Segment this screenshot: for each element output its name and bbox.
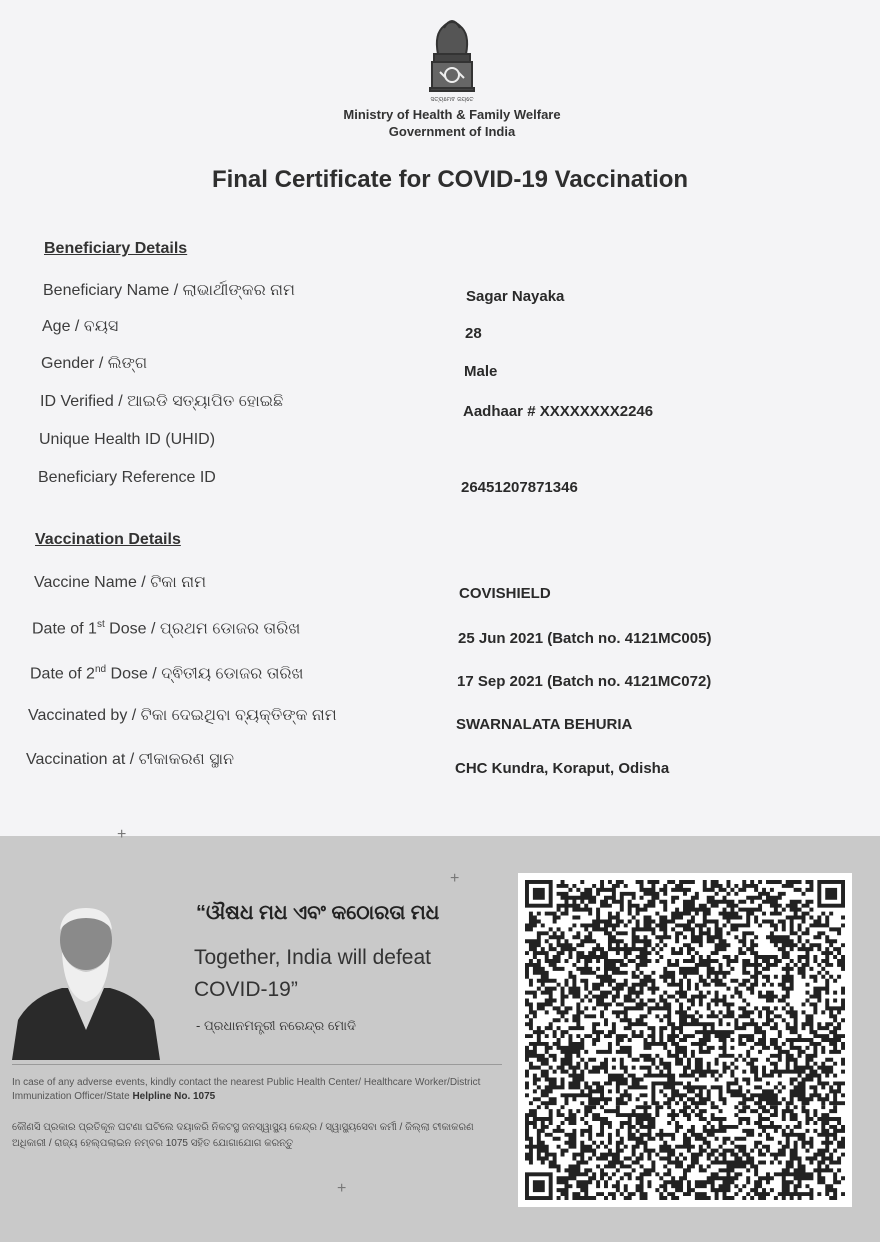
dose1-label bbox=[32, 619, 300, 638]
ministry-name: Ministry of Health & Family Welfare bbox=[343, 107, 561, 122]
dose1-label-rest: Dose / ପ୍ରଥମ ଡୋଜର ତାରିଖ bbox=[104, 620, 301, 638]
vaccinated-by-label: Vaccinated by / ଟିକା ଦେଇଥିବା ବ୍ୟକ୍ତିଙ୍କ ନାମ bbox=[28, 707, 337, 724]
plus-mark-icon: + bbox=[117, 826, 127, 843]
gender-value: Male bbox=[464, 363, 498, 380]
dose2-label-text: Date of 2 bbox=[30, 665, 95, 683]
notice-text: In case of any adverse events, kindly contact the nearest Public Health Center/ Healthcare Worker/District Immunization Officer/State bbox=[12, 1077, 481, 1102]
age-label: Age / ବୟସ bbox=[42, 318, 119, 335]
helpline-number: Helpline No. 1075 bbox=[132, 1091, 216, 1102]
vaccine-name-value: COVISHIELD bbox=[459, 585, 551, 602]
dose2-label-sup: nd bbox=[94, 664, 107, 675]
quote-attribution: - ପ୍ରଧାନମନ୍ତ୍ରୀ ନରେନ୍ଦ୍ର ମୋଦି bbox=[196, 1018, 356, 1033]
adverse-events-notice bbox=[12, 1076, 482, 1104]
vaccination-heading: Vaccination Details bbox=[35, 531, 181, 548]
adverse-events-notice-odia: କୌଣସି ପ୍ରକାର ପ୍ରତିକୂଳ ଘଟଣା ଘଟିଲେ ଦୟାକରି ନିକଟସ୍ଥ ଜନସ୍ୱାସ୍ଥ୍ୟ କେନ୍ଦ୍ର / ସ୍ୱାସ୍ଥ୍ୟସେବା କର୍ମୀ / ଜିଲ୍ଲା ଟୀକାକରଣ ଅଧିକାରୀ / ରାଜ୍ୟ ହେଲ୍ପଲାଇନ ନମ୍ବର 1075 ସହିତ ଯୋଗାଯୋଗ କରନ୍ତୁ bbox=[12, 1122, 474, 1149]
quote-odia: “ଔଷଧ ମଧ ଏବଂ କଠୋରତା ମଧ bbox=[196, 902, 440, 924]
dose1-label-sup: st bbox=[96, 619, 105, 630]
reference-id-label: Beneficiary Reference ID bbox=[38, 469, 216, 486]
ministry-block bbox=[252, 106, 652, 140]
plus-mark-icon: + bbox=[450, 870, 460, 887]
government-name: Government of India bbox=[388, 124, 516, 139]
dose1-value: 25 Jun 2021 (Batch no. 4121MC005) bbox=[458, 630, 712, 647]
portrait-photo-icon bbox=[12, 900, 160, 1060]
beneficiary-name-label: Beneficiary Name / ଲାଭାର୍ଥୀଙ୍କର ନାମ bbox=[43, 282, 295, 299]
qr-code-icon bbox=[518, 873, 852, 1207]
dose2-value: 17 Sep 2021 (Batch no. 4121MC072) bbox=[457, 673, 712, 690]
vaccination-at-value: CHC Kundra, Koraput, Odisha bbox=[455, 760, 670, 777]
banner-divider bbox=[12, 1064, 502, 1065]
national-emblem-icon bbox=[424, 14, 480, 104]
id-verified-value: Aadhaar # XXXXXXXX2246 bbox=[463, 403, 654, 420]
certificate-title: Final Certificate for COVID-19 Vaccination bbox=[211, 166, 689, 193]
uhid-label: Unique Health ID (UHID) bbox=[39, 431, 216, 448]
vaccine-name-label: Vaccine Name / ଟିକା ନାମ bbox=[34, 574, 207, 591]
id-verified-label: ID Verified / ଆଇଡି ସତ୍ୟାପିତ ହୋଇଛି bbox=[40, 393, 284, 410]
beneficiary-name-value: Sagar Nayaka bbox=[466, 288, 565, 305]
vaccinated-by-value: SWARNALATA BEHURIA bbox=[456, 716, 633, 733]
plus-mark-icon: + bbox=[337, 1180, 347, 1197]
dose2-label bbox=[30, 664, 304, 683]
dose2-label-rest: Dose / ଦ୍ଵିତୀୟ ଡୋଜର ତାରିଖ bbox=[106, 665, 304, 683]
svg-text:ସତ୍ୟମେବ ଜୟତେ: ସତ୍ୟମେବ ଜୟତେ bbox=[430, 96, 474, 103]
age-value: 28 bbox=[465, 325, 482, 342]
vaccination-at-label: Vaccination at / ଟୀକାକରଣ ସ୍ଥାନ bbox=[26, 751, 235, 768]
dose1-label-text: Date of 1 bbox=[32, 620, 97, 638]
reference-id-value: 26451207871346 bbox=[461, 479, 578, 496]
beneficiary-heading: Beneficiary Details bbox=[44, 240, 188, 257]
gender-label: Gender / ଲିଙ୍ଗ bbox=[41, 355, 148, 372]
quote-english: Together, India will defeat COVID-19” bbox=[194, 946, 431, 1001]
